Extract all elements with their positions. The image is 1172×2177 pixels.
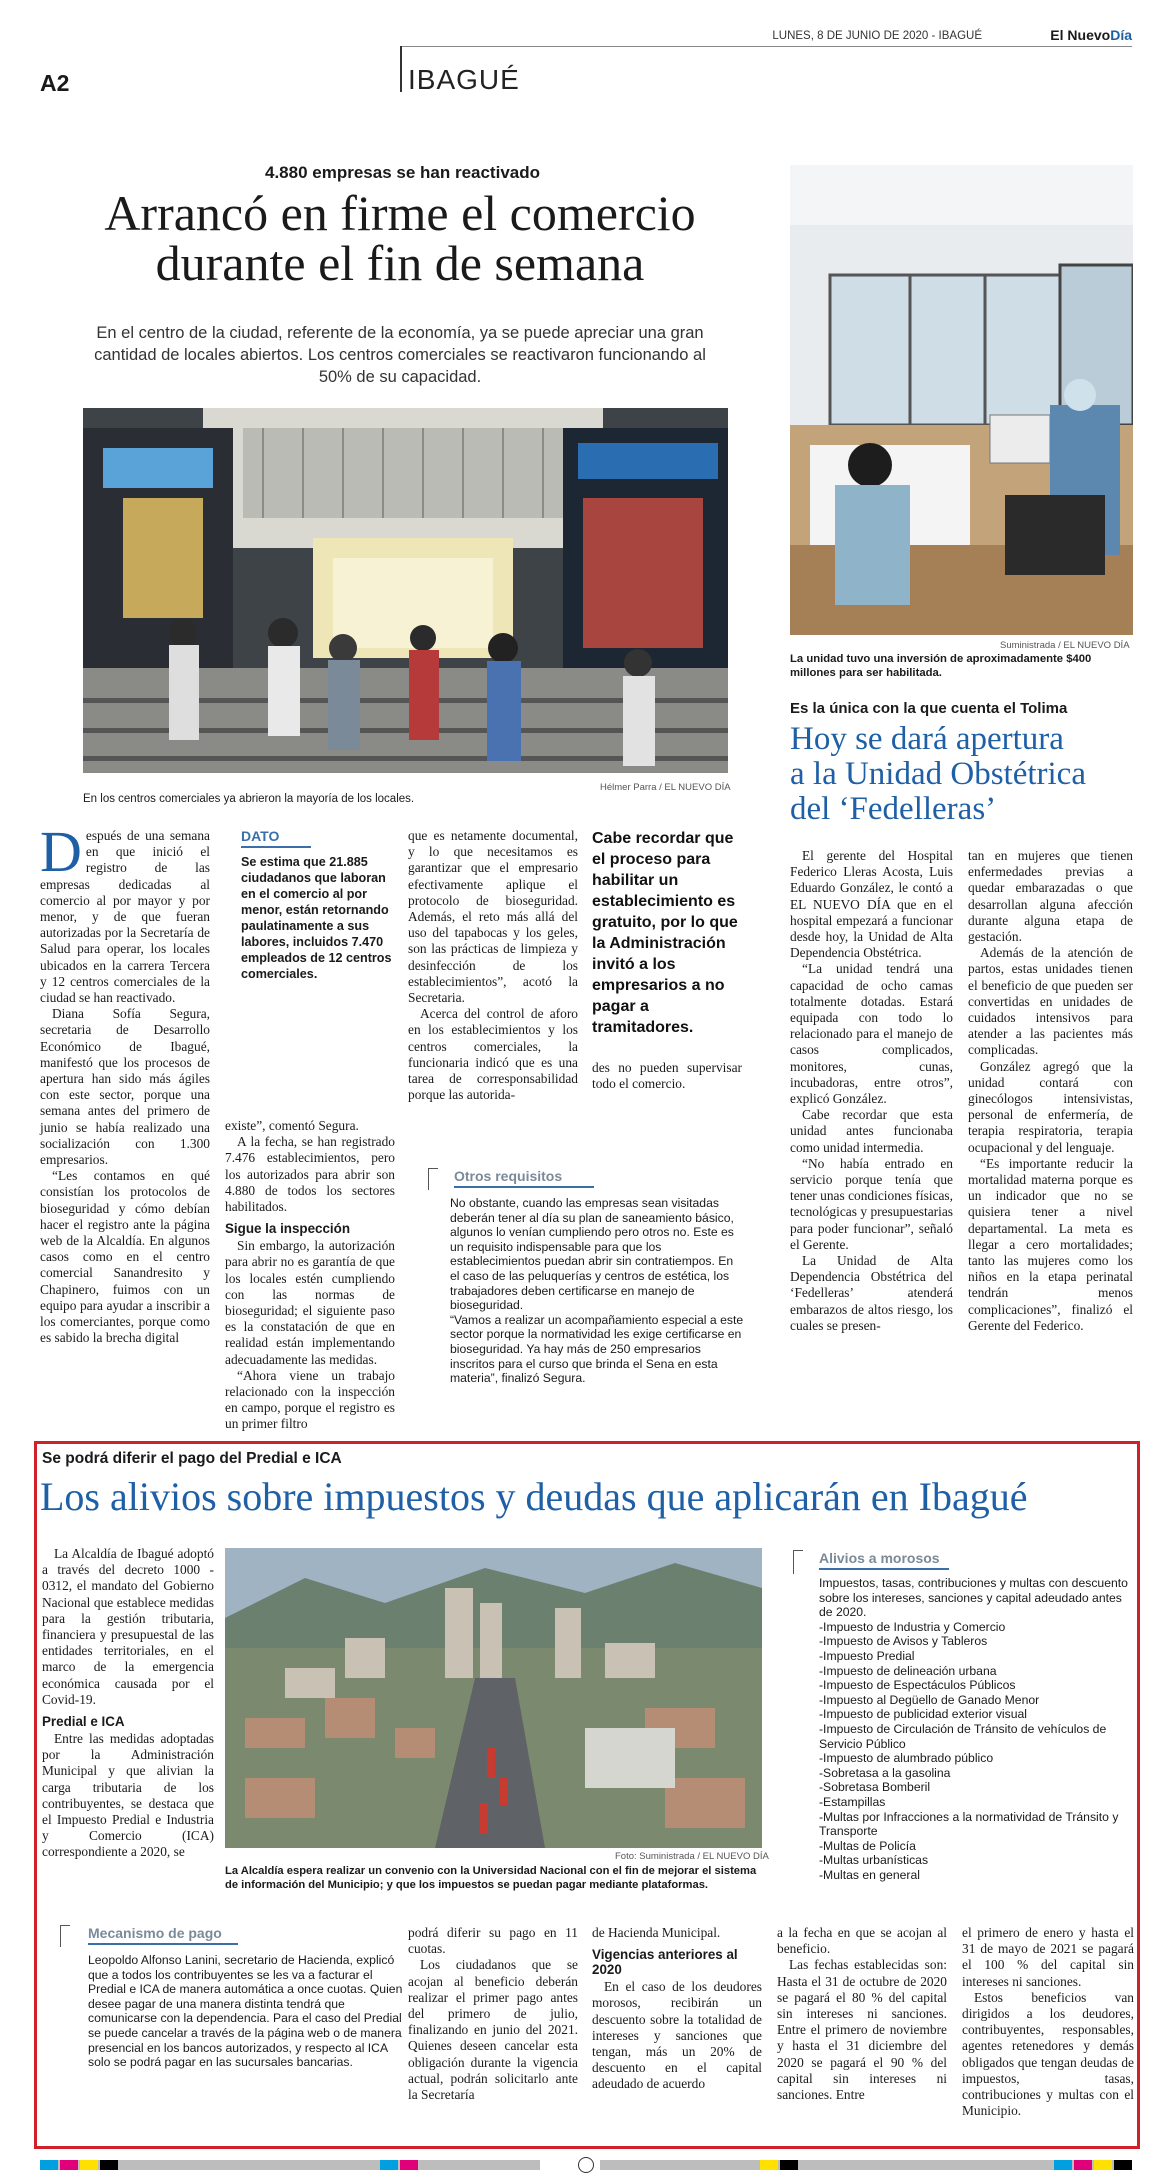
swatch-cyan bbox=[40, 2160, 58, 2170]
bottom-col-4 bbox=[777, 1925, 947, 2103]
alivios-rule bbox=[819, 1568, 949, 1570]
mecanismo-rule bbox=[88, 1943, 238, 1945]
bottom-paragraph: el primero de enero y hasta el 31 de mayo de 2021 se pagará el 100 % del capital sin intereses ni sanciones. bbox=[962, 1925, 1134, 1989]
main-paragraph: A la fecha, se han registrado 7.476 establecimientos, pero los autorizados para abrir son 4.880 de todos los sectores habilitados. bbox=[225, 1134, 395, 1215]
alivios-item: -Multas urbanísticas bbox=[819, 1853, 929, 1868]
bottom-paragraph: En el caso de los deudores morosos, recibirán un descuento sobre la totalidad de intereses y sanciones que tengan, más un 20% de descuento en el capital adeudado de acuerdo bbox=[592, 1979, 762, 2092]
mecanismo-text: Leopoldo Alfonso Lanini, secretario de Hacienda, explicó que a todos los contribuyentes se les va a facturar el Predial e ICA de manera automática a once cuotas. Quien desee pagar de una manera distinta tendrá que comunicarse con la dependencia. Para el caso del Predial se puede cancelar a través de la página web o de manera presencial en los bancos autorizados, y respecto al ICA solo se podrá pagar en las sucursales bancarias. bbox=[88, 1953, 403, 2070]
main-headline-line1: Arrancó en firme el comercio bbox=[104, 185, 696, 241]
dato-box bbox=[225, 828, 395, 1118]
swatch-yellow bbox=[760, 2160, 778, 2170]
alivios-item: -Impuesto de Avisos y Tableros bbox=[819, 1634, 988, 1649]
side-paragraph: “Es importante reducir la mortalidad materna porque es un indicador que no se quisiera tener a nivel departamental. La meta es llegar a cero mortalidades; tanto las mujeres como los niños en la etapa perinatal tendrán menos complicaciones”, finalizó el Gerente del Federico. bbox=[968, 1155, 1133, 1333]
bottom-headline: Los alivios sobre impuestos y deudas que aplicarán en Ibagué bbox=[40, 1474, 1028, 1519]
otros-paragraph: “Vamos a realizar un acompañamiento especial a este sector porque la normatividad les exige certificarse en bioseguridad. Ya hay más de 250 empresarios inscritos para el curso que brinda el Sena en esta materia”, finalizó Segura. bbox=[450, 1312, 744, 1386]
main-col-1 bbox=[40, 819, 210, 1347]
alivios-item: -Multas de Policía bbox=[819, 1838, 916, 1853]
alivios-item: -Multas por Infracciones a la normatividad de Tránsito y Transporte bbox=[819, 1809, 1119, 1839]
bottom-col-2 bbox=[408, 1925, 578, 2103]
bottom-col-3 bbox=[592, 1925, 762, 2093]
bottom-paragraph: Los ciudadanos que se acojan al beneficio deberán realizar el primer pago antes del primero de julio, finalizando en junio del 2021. Quienes deseen cancelar esta obligación durante la vigencia actual, podrán solicitarlo ante la Secretaría bbox=[408, 1957, 578, 2103]
side-headline-line3: del ‘Fedelleras’ bbox=[790, 791, 997, 827]
side-paragraph: “No había entrado en servicio porque tenía que tener unas condiciones físicas, tecnológicas y presupuestarias para poder funcionar”, señaló el Gerente. bbox=[790, 1155, 953, 1252]
side-paragraph: Cabe recordar que esta unidad antes funcionaba como unidad intermedia. bbox=[790, 1107, 953, 1155]
main-col-3 bbox=[408, 828, 578, 1103]
alivios-intro: Impuestos, tasas, contribuciones y multas con descuento sobre los intereses, sanciones y capital adeudado antes de 2020. bbox=[819, 1576, 1128, 1620]
page-header bbox=[40, 28, 1132, 98]
swatch-cyan bbox=[380, 2160, 398, 2170]
alivios-item: -Impuesto de alumbrado público bbox=[819, 1751, 994, 1766]
alivios-box bbox=[785, 1550, 1135, 1882]
masthead bbox=[1050, 27, 1132, 43]
swatch-yellow bbox=[80, 2160, 98, 2170]
bottom-paragraph: podrá diferir su pago en 11 cuotas. bbox=[408, 1925, 578, 1957]
main-paragraph: Acerca del control de aforo en los establecimientos y los centros comerciales, la funcionaria indicó que es una tarea de corresponsabilidad porque las autorida- bbox=[408, 1006, 578, 1103]
bottom-subhead: Vigencias anteriores al 2020 bbox=[592, 1947, 738, 1978]
alivios-item: -Impuesto de delineación urbana bbox=[819, 1663, 997, 1678]
otros-paragraph: No obstante, cuando las empresas sean visitadas deberán tener al día su plan de saneamiento básico, algunos lo venían cumpliendo pero otros no. Este es un requisito indispensable para que los establecimientos puedan abrir sin contratiempos. En el caso de las peluquerías y centros de estética, los trabajadores deben certificarse en manejo de bioseguridad. bbox=[450, 1196, 734, 1313]
masthead-b: Día bbox=[1110, 27, 1132, 43]
bottom-paragraph: Entre las medidas adoptadas por la Administración Municipal y que alivian la carga tributaria de los contribuyentes, se destaca que el Impuesto Predial e Industria y Comercio (ICA) correspondiente a 2020, se bbox=[42, 1731, 214, 1860]
bottom-paragraph: a la fecha en que se acojan al beneficio. bbox=[777, 1925, 947, 1957]
side-kicker: Es la única con la que cuenta el Tolima bbox=[790, 700, 1068, 717]
bottom-paragraph: Las fechas establecidas son: Hasta el 31 de octubre de 2020 se pagará el 80 % del capital sin intereses ni sanciones. Entre el primero de noviembre y hasta el 31 diciembre del 2020 se pagará el 90 % del capital sin intereses ni sanciones. Entre bbox=[777, 1957, 947, 2103]
bottom-kicker: Se podrá diferir el pago del Predial e ICA bbox=[42, 1450, 342, 1467]
side-paragraph: Además de la atención de partos, estas unidades tienen el beneficio de que pueden ser convertidas en unidades de cuidados intensivos para atender a las pacientes más complicadas. bbox=[968, 945, 1133, 1058]
bottom-paragraph: Estos beneficios van dirigidos a los deudores, contribuyentes, responsables, agentes retenedores y demás obligados que tengan deudas de impuestos, tasas, contribuciones y multas con el Municipio. bbox=[962, 1989, 1134, 2119]
otros-requisitos-box bbox=[410, 1168, 745, 1386]
section-name: IBAGUÉ bbox=[408, 64, 520, 95]
bottom-photo-caption: La Alcaldía espera realizar un convenio con la Universidad Nacional con el fin de mejorar el sistema de información del Municipio; y que los impuestos se puedan pagar mediante plataformas. bbox=[225, 1865, 757, 1891]
swatch-black bbox=[1114, 2160, 1132, 2170]
main-paragraph: Después de una semana en que inició el registro de las empresas dedicadas al comercio al por mayor y por menor, y de que fueran autorizadas por la Secretaría de Salud para operar, los locales ubicados en la carrera Tercera y 12 centros comerciales de la ciudad se han reactivado. bbox=[40, 819, 210, 1006]
swatch-magenta bbox=[400, 2160, 418, 2170]
alivios-item: -Impuesto de Circulación de Tránsito de vehículos de Servicio Público bbox=[819, 1721, 1107, 1751]
main-col-2 bbox=[225, 828, 395, 1433]
alivios-item: -Impuesto Predial bbox=[819, 1648, 915, 1663]
otros-title: Otros requisitos bbox=[454, 1168, 563, 1184]
mecanismo-title: Mecanismo de pago bbox=[88, 1925, 222, 1941]
side-col-1 bbox=[790, 848, 953, 1334]
alivios-bracket bbox=[793, 1550, 803, 1574]
bottom-subhead: Predial e ICA bbox=[42, 1714, 125, 1730]
main-subhead: Sigue la inspección bbox=[225, 1221, 351, 1237]
side-paragraph: tan en mujeres que tienen enfermedades previas a quedar embarazadas o que desarrollan alguna afección durante alguna etapa de gestación. bbox=[968, 848, 1133, 945]
main-photo bbox=[83, 408, 728, 773]
hospital-unit-illustration bbox=[790, 165, 1133, 635]
bottom-paragraph: La Alcaldía de Ibagué adoptó a través del decreto 1000 - 0312, el mandato del Gobierno Nacional que establece medidas para la gestión tributaria, financiera y presupuestal de las entidades territoriales, en el marco de la emergencia económica causada por el Covid-19. bbox=[42, 1546, 214, 1707]
side-headline-line1: Hoy se dará apertura bbox=[790, 721, 1064, 757]
main-headline-line2: durante el fin de semana bbox=[155, 235, 645, 291]
registration-target-icon bbox=[578, 2157, 594, 2173]
main-lead: En el centro de la ciudad, referente de la economía, ya se puede apreciar una gran cantidad de locales abiertos. Los centros comerciales se reactivaron funcionando al 50% de su capacidad. bbox=[94, 324, 706, 386]
dato-title: DATO bbox=[241, 828, 280, 844]
side-photo bbox=[790, 165, 1133, 635]
registration-strip-right bbox=[600, 2160, 1132, 2170]
bottom-photo bbox=[225, 1548, 762, 1848]
city-aerial-illustration bbox=[225, 1548, 762, 1848]
side-paragraph: González agregó que la unidad contará con ginecólogos intensivistas, personal de enfermería, de terapia respiratoria, terapia ocupacional y del lenguaje. bbox=[968, 1058, 1133, 1155]
main-paragraph: des no pueden supervisar todo el comercio. bbox=[592, 1060, 742, 1092]
alivios-list bbox=[819, 1620, 1135, 1883]
dato-rule bbox=[241, 846, 311, 848]
alivios-item: -Sobretasa Bomberil bbox=[819, 1780, 931, 1795]
alivios-item: -Impuesto al Degüello de Ganado Menor bbox=[819, 1692, 1040, 1707]
side-col-2 bbox=[968, 848, 1133, 1334]
main-col-4 bbox=[592, 828, 742, 1092]
side-paragraph: El gerente del Hospital Federico Lleras Acosta, Luis Eduardo González, le contó a EL NUEVO DÍA que en el hospital empezará a funcionar desde hoy, la Unidad de Alta Dependencia Obstétrica. bbox=[790, 848, 953, 961]
side-photo-credit: Suministrada / EL NUEVO DÍA bbox=[1000, 640, 1130, 651]
alivios-item: -Sobretasa a la gasolina bbox=[819, 1765, 951, 1780]
mecanismo-bracket bbox=[60, 1925, 70, 1947]
side-paragraph: La Unidad de Alta Dependencia Obstétrica del ‘Fedelleras’ atenderá embarazos de altos riesgo, los cuales se presen- bbox=[790, 1253, 953, 1333]
header-rule bbox=[400, 46, 1132, 47]
shopping-center-illustration bbox=[83, 408, 728, 773]
alivios-item: -Impuesto de publicidad exterior visual bbox=[819, 1707, 1027, 1722]
swatch-magenta bbox=[1074, 2160, 1092, 2170]
otros-rule bbox=[454, 1186, 594, 1188]
main-paragraph: Diana Sofía Segura, secretaria de Desarrollo Económico de Ibagué, manifestó que los procesos de apertura han sido más ágiles con este sector, porque una semana antes del primero de junio se había realizado una socialización con 1.300 empresarios. bbox=[40, 1006, 210, 1168]
main-kicker: 4.880 empresas se han reactivado bbox=[265, 163, 540, 182]
swatch-cyan bbox=[1054, 2160, 1072, 2170]
alivios-title: Alivios a morosos bbox=[819, 1550, 940, 1566]
main-paragraph: “Les contamos en qué consistían los protocolos de bioseguridad y cómo debían hacer el registro ante la página web de la Alcaldía. En algunos casos como en el centro comercial Sanandresito y Chapinero, fuimos con un equipo para ayudar a inscribir a los comerciantes, porque como es sabido la brecha digital bbox=[40, 1168, 210, 1346]
side-photo-caption: La unidad tuvo una inversión de aproximadamente $400 millones para ser habilitada. bbox=[790, 653, 1092, 679]
swatch-magenta bbox=[60, 2160, 78, 2170]
side-paragraph: “La unidad tendrá una capacidad de ocho camas totalmente dotadas. Estará equipada con todo lo relacionado para el manejo de casos complicados, monitores, cunas, incubadoras, entre otros”, explicó González. bbox=[790, 961, 953, 1107]
mecanismo-box bbox=[42, 1925, 403, 2070]
masthead-a: El Nuevo bbox=[1050, 27, 1111, 43]
main-paragraph: que es netamente documental, y lo que necesitamos es garantizar que el empresario efectivamente aplique el protocolo de bioseguridad. Además, el reto más allá del uso del tapabocas y los geles, son las prácticas de limpieza y desinfección de los establecimientos”, acotó la Secretaria. bbox=[408, 828, 578, 1006]
main-photo-credit: Hélmer Parra / EL NUEVO DÍA bbox=[600, 782, 731, 793]
alivios-item: -Multas en general bbox=[819, 1867, 920, 1882]
dato-text: Se estima que 21.885 ciudadanos que laboran en el comercio al por menor, están retornando paulatinamente a sus labores, incluidos 7.470 empleados de 12 centros comerciales. bbox=[241, 855, 392, 981]
otros-bracket bbox=[428, 1168, 438, 1190]
alivios-item: -Estampillas bbox=[819, 1794, 886, 1809]
print-registration-bar bbox=[40, 2160, 1132, 2170]
page-number: A2 bbox=[40, 70, 70, 96]
side-headline-line2: a la Unidad Obstétrica bbox=[790, 756, 1086, 792]
bottom-col-1 bbox=[42, 1546, 214, 1861]
swatch-yellow bbox=[1094, 2160, 1112, 2170]
alivios-item: -Impuesto de Espectáculos Públicos bbox=[819, 1678, 1016, 1693]
swatch-black bbox=[100, 2160, 118, 2170]
bottom-photo-credit: Foto: Suministrada / EL NUEVO DÍA bbox=[615, 1851, 769, 1862]
alivios-item: -Impuesto de Industria y Comercio bbox=[819, 1619, 1006, 1634]
main-paragraph: Sin embargo, la autorización para abrir no es garantía de que los locales estén cumpliendo con las normas de bioseguridad; el siguiente paso es la constatación de que en realidad están implementando adecuadamente las medidas. bbox=[225, 1238, 395, 1367]
bottom-col-5 bbox=[962, 1925, 1134, 2119]
main-paragraph: “Ahora viene un trabajo relacionado con la inspección en campo, porque el registro es un primer filtro bbox=[225, 1367, 395, 1432]
main-headline bbox=[40, 185, 760, 291]
section-divider bbox=[400, 46, 402, 92]
swatch-black bbox=[780, 2160, 798, 2170]
bottom-paragraph: de Hacienda Municipal. bbox=[592, 1925, 721, 1940]
main-paragraph: existe”, comentó Segura. bbox=[225, 1118, 359, 1133]
pull-quote: Cabe recordar que el proceso para habilitar un establecimiento es gratuito, por lo que la Administración invitó a los empresarios a no pagar a tramitadores. bbox=[592, 830, 738, 1036]
main-photo-caption: En los centros comerciales ya abrieron la mayoría de los locales. bbox=[83, 793, 415, 805]
side-headline bbox=[790, 722, 1086, 827]
header-date: LUNES, 8 DE JUNIO DE 2020 - IBAGUÉ bbox=[772, 30, 982, 42]
